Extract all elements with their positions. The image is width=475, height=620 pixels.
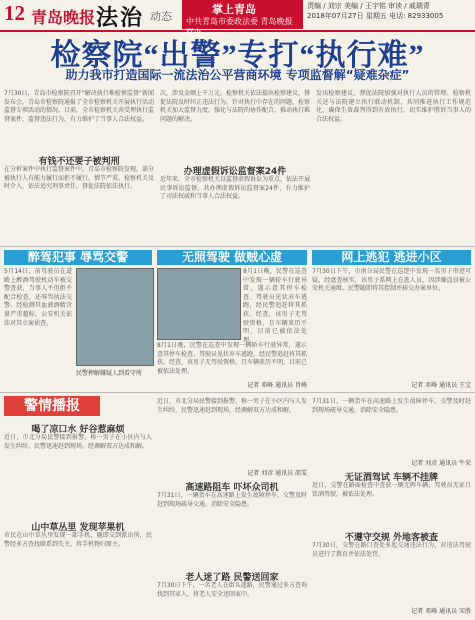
news-text: 7月31日，一辆货车在高速路上发生故障停车，交警及时赶到现场疏导交通，消除安全隐患。: [312, 398, 471, 414]
box-right-byline: 记者 邓峰 通讯员 王宝: [411, 382, 471, 389]
news-text: 近日，交警在路面检查中查获一辆无牌车辆，驾驶员无证且饮酒驾驶，被依法处理。: [312, 482, 471, 498]
page-header: [0, 0, 475, 37]
news-subheading: 喝了凉口水 好谷惹麻烦: [31, 425, 125, 435]
article-column-2b: 近年来，全市检察机关以监督虚假诉讼为重点，依法开展民事诉讼监督，共办理虚假诉讼监督案24件，有力维护了司法权威和当事人合法权益。: [160, 176, 311, 201]
box-left-text: 5月14日，前驾驶员在道路上醉酒驾驶机动车被交警查获，当事人不但拒不配合检查，还辱骂执法交警。经检测其血液酒精含量严重超标，公安机关依法对其立案侦查。: [4, 268, 72, 327]
news-byline: 记者 邓峰 通讯员 宋胜: [411, 608, 471, 615]
box-mid-title: 无照驾驶 做贼心虚: [157, 250, 307, 265]
news-subheading: 老人迷了路 民警送回家: [185, 573, 279, 583]
news-text: 7月30日下午，一名老人在街头迷路，民警通过多方查询找到其家人，将老人安全送回家中。: [157, 582, 307, 598]
news-text: 近日，市北分局民警接到报警，称一男子在小区内与人发生纠纷，民警迅速赶到现场，经调解双方达成和解。: [157, 398, 308, 414]
police-news-title: 警情播报: [4, 396, 100, 416]
divider: [0, 246, 475, 247]
banner: [182, 0, 303, 37]
meta-line: 2018年07月27日 星期五 电话: 82933005: [307, 12, 444, 20]
news-subheading: 不遵守交规 外地客被查: [344, 533, 439, 543]
news-photo: [76, 268, 154, 366]
subsection-title: 动态: [150, 10, 172, 23]
banner-bottom: 中共青岛市委政法委 青岛晚报 联办: [186, 17, 293, 37]
article-column-2: 次，涉及金额上千万元。检察机关依法提出检察建议，督促法院及时纠正违法行为。针对执行中存在的问题，检察机关加大监督力度，强化与法院的协作配合，推动执行难问题的解决。: [160, 90, 311, 123]
meta-line: 责编 / 刘宗 美编 / 王宇铭 审读 / 戚瑞青: [307, 2, 430, 10]
paper-name: 青岛晚报: [31, 10, 96, 27]
news-text: 7月30日，交警在路口查处多起交通违法行为，对违法驾驶员进行了教育并依法处罚。: [312, 542, 471, 558]
news-text: 7月31日，一辆货车在高速路上发生故障停车，交警及时赶到现场疏导交通，消除安全隐患。: [157, 492, 307, 508]
news-byline: 记者 刘彦 通讯员 牛荣: [411, 460, 471, 467]
box-mid-text-cont: 8月1日晚，民警在巡查中发现一辆轿车行驶异常，遂示意其停车检查。驾驶员见状弃车逃跑，经民警追赶将其抓获。经查，该男子无驾驶资格，且车辆来历不明，目前已被依法处理。: [157, 342, 308, 375]
photo-caption: 民警押解嫌疑人到看守所: [76, 370, 143, 377]
news-photo: [157, 268, 241, 340]
page-meta: [307, 1, 443, 21]
box-right-text: 7月30日下午，市南分局民警在巡逻中发现一名男子形迹可疑，经盘查核实，该男子系网上在逃人员，因涉嫌盗窃被公安机关通缉。民警随即将其控制并移交办案单位。: [312, 268, 471, 293]
subhead: 助力我市打造国际一流法治公平营商环境 专项监督解“疑难杂症”: [65, 68, 410, 82]
page-number: 12: [4, 1, 25, 25]
article-subheading-1: 有钱不还要子被判刑: [38, 157, 120, 167]
news-subheading: 无证酒驾试 车辆不挂牌: [344, 473, 439, 483]
headline: 检察院“出警”专打“执行难”: [50, 39, 425, 72]
article-column-3: 发出检察建议，督促法院加强对执行人员的管理。检察机关还与法院建立执行联动机制，共同推进执行工作规范化，确保生效裁判得到有效执行，切实维护胜诉当事人的合法权益。: [316, 90, 471, 123]
box-mid-byline: 记者 邓峰 通讯员 肖峰: [247, 382, 307, 389]
news-text: 近日，市北分局民警接到报警，称一男子在小区内与人发生纠纷，民警迅速赶到现场，经调解双方达成和解。: [4, 434, 152, 450]
divider: [0, 392, 475, 393]
section-title: 法治: [96, 5, 145, 30]
article-column-1b: 在分析案件中执行监督案件中，青岛市检察院发现，部分被执行人有能力履行而拒不履行，情节严重。检察机关及时介入，依法追究刑事责任，督促法院依法执行。: [4, 166, 155, 191]
article-column-1: 7月30日，青岛市检察院召开“解决执行难检察监督”新闻发布会，青岛市检察院通报了全市检察机关开展执行活动监督专项活动的情况。目前，全市检察机关共受理执行监督案件，监督违法行为，有力维护了当事人合法权益。: [4, 90, 155, 123]
news-byline: 记者 刘彦 通讯员 邵雯: [247, 470, 307, 477]
banner-top: 掌上青岛: [212, 3, 256, 16]
news-text: 市民在山中草丛里发现一部手机，随即交到派出所，民警经多方查找联系到失主，将手机物归原主。: [4, 532, 152, 548]
news-subheading: 山中草丛里 发现苹果机: [31, 523, 125, 533]
box-left-title: 醉驾犯事 辱骂交警: [4, 250, 152, 265]
news-subheading: 高速路阻车 吓坏众司机: [185, 483, 279, 493]
article-subheading-2: 办理虚假诉讼监督案24件: [183, 167, 287, 177]
box-right-title: 网上逃犯 逃进小区: [312, 250, 471, 265]
box-mid-text: 8月1日晚，民警在巡查中发现一辆轿车行驶异常，遂示意其停车检查。驾驶员见状弃车逃跑，经民警追赶将其抓获。经查，该男子无驾驶资格，且车辆来历不明，目前已被依法处理。: [243, 268, 307, 344]
